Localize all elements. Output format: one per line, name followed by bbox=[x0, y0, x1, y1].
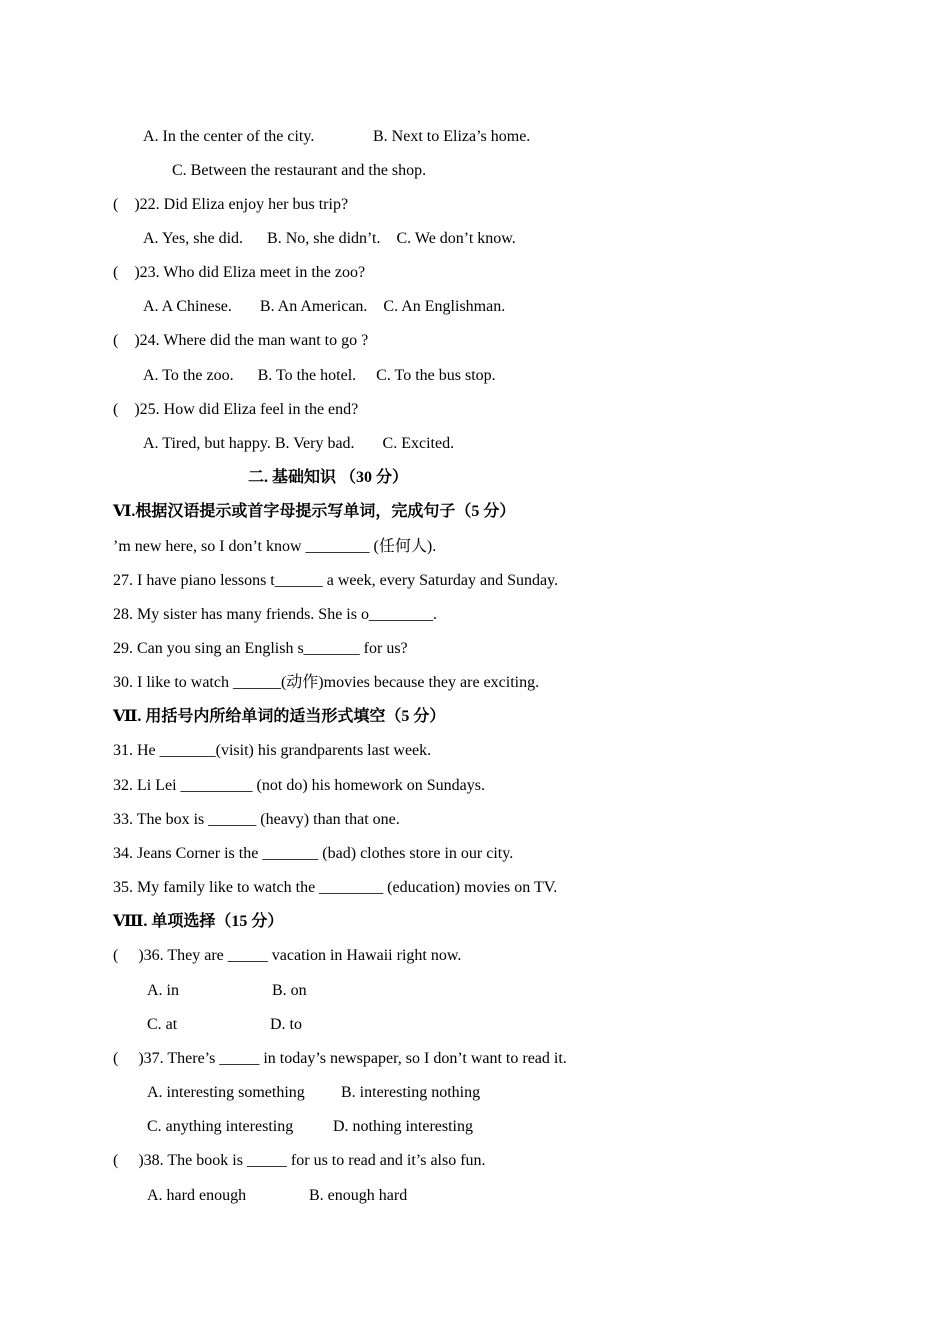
section-heading-8: Ⅷ. 单项选择（15 分） bbox=[113, 913, 284, 930]
question-37: ( )37. There’s _____ in today’s newspaper, so I don’t want to read it. bbox=[113, 1050, 567, 1067]
option-21-b: B. Next to Eliza’s home. bbox=[373, 128, 531, 145]
question-38: ( )38. The book is _____ for us to read and it’s also fun. bbox=[113, 1152, 486, 1169]
option-36-b: B. on bbox=[272, 982, 307, 999]
options-22: A. Yes, she did. B. No, she didn’t. C. We don’t know. bbox=[143, 230, 516, 247]
question-27: 27. I have piano lessons t______ a week, every Saturday and Sunday. bbox=[113, 572, 559, 589]
options-24: A. To the zoo. B. To the hotel. C. To the bus stop. bbox=[143, 367, 496, 384]
option-36-d: D. to bbox=[270, 1016, 302, 1033]
option-37-b: B. interesting nothing bbox=[341, 1084, 481, 1101]
option-36-a: A. in bbox=[147, 982, 179, 999]
question-34: 34. Jeans Corner is the _______ (bad) clothes store in our city. bbox=[113, 845, 514, 862]
question-29: 29. Can you sing an English s_______ for us? bbox=[113, 640, 408, 657]
question-25: ( )25. How did Eliza feel in the end? bbox=[113, 401, 359, 418]
question-31: 31. He _______(visit) his grandparents last week. bbox=[113, 742, 432, 759]
options-25: A. Tired, but happy. B. Very bad. C. Excited. bbox=[143, 435, 455, 452]
question-35: 35. My family like to watch the ________ (education) movies on TV. bbox=[113, 879, 558, 896]
option-37-a: A. interesting something bbox=[147, 1084, 305, 1101]
question-32: 32. Li Lei _________ (not do) his homework on Sundays. bbox=[113, 777, 485, 794]
option-36-c: C. at bbox=[147, 1016, 178, 1033]
question-24: ( )24. Where did the man want to go ? bbox=[113, 332, 369, 349]
question-23: ( )23. Who did Eliza meet in the zoo? bbox=[113, 264, 366, 281]
question-30: 30. I like to watch ______(动作)movies because they are exciting. bbox=[113, 674, 540, 691]
option-37-c: C. anything interesting bbox=[147, 1118, 294, 1135]
section-heading-2: 二. 基础知识 （30 分） bbox=[248, 469, 409, 486]
question-36: ( )36. They are _____ vacation in Hawaii right now. bbox=[113, 947, 462, 964]
option-38-b: B. enough hard bbox=[309, 1187, 408, 1204]
option-38-a: A. hard enough bbox=[147, 1187, 247, 1204]
section-heading-7: Ⅶ. 用括号内所给单词的适当形式填空（5 分） bbox=[113, 708, 446, 725]
option-37-d: D. nothing interesting bbox=[333, 1118, 473, 1135]
question-22: ( )22. Did Eliza enjoy her bus trip? bbox=[113, 196, 349, 213]
question-26: ’m new here, so I don’t know ________ (任何人). bbox=[113, 538, 437, 555]
section-heading-6: Ⅵ.根据汉语提示或首字母提示写单词，完成句子（5 分） bbox=[113, 503, 516, 520]
option-21-a: A. In the center of the city. bbox=[143, 128, 315, 145]
question-33: 33. The box is ______ (heavy) than that one. bbox=[113, 811, 400, 828]
options-23: A. A Chinese. B. An American. C. An Englishman. bbox=[143, 298, 506, 315]
question-28: 28. My sister has many friends. She is o________. bbox=[113, 606, 437, 623]
option-21-c: C. Between the restaurant and the shop. bbox=[172, 162, 427, 179]
